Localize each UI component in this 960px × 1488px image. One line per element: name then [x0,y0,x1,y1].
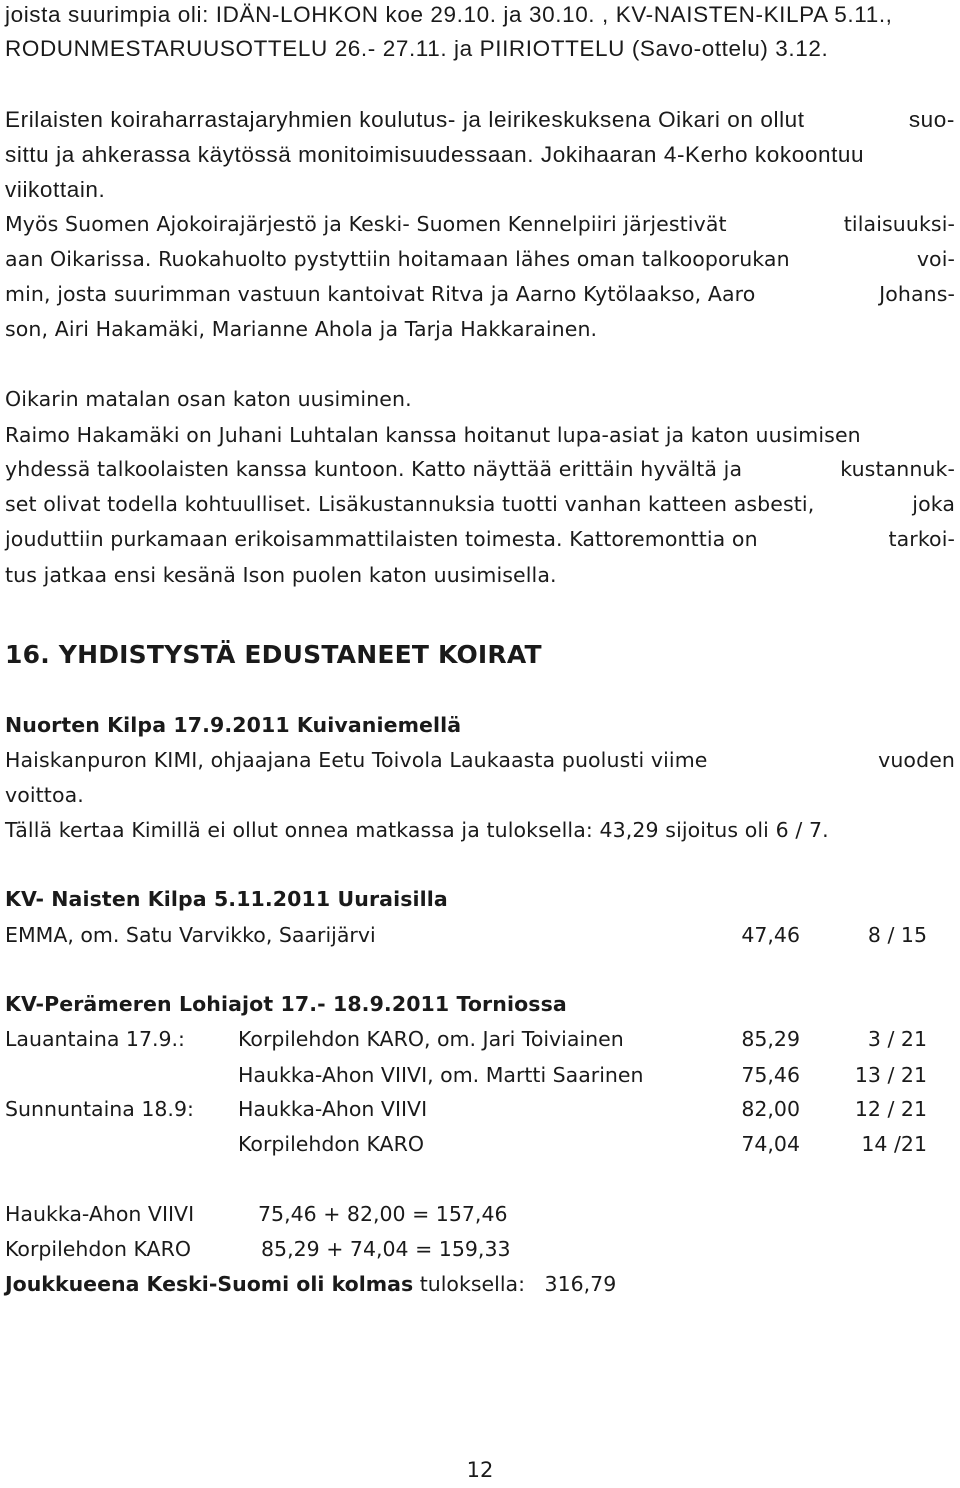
roof-line-4 [5,524,955,554]
paragraph-2-line-1-text: Erilaisten koiraharrastajaryhmien koulutus- ja leirikeskuksena Oikari on ollut [5,107,805,132]
roof-line-3-end: joka [912,492,955,516]
paragraph-3-line-3-text: min, josta suurimman vastuun kantoivat Ritva ja Aarno Kytölaakso, Aaro [5,282,756,306]
nuorten-line-1-end: vuoden [878,748,955,772]
paragraph-3-line-1-text: Myös Suomen Ajokoirajärjestö ja Keski- Suomen Kennelpiiri järjestivät [5,212,727,236]
total-karo-name: Korpilehdon KARO [5,1237,191,1261]
naisten-title: KV- Naisten Kilpa 5.11.2011 Uuraisilla [5,887,448,911]
paragraph-1-line-2: RODUNMESTARUUSOTTELU 26.- 27.11. ja PIIRIOTTELU (Savo-ottelu) 3.12. [5,36,829,61]
paragraph-3-line-4: son, Airi Hakamäki, Marianne Ahola ja Tarja Hakkarainen. [5,317,598,341]
section-heading: 16. YHDISTYSTÄ EDUSTANEET KOIRAT [5,640,542,669]
paragraph-2-line-1-end: suo- [908,107,955,132]
paragraph-3-line-2 [5,244,955,274]
roof-line-4-text: jouduttiin purkamaan erikoisammattilaisten toimesta. Kattoremonttia on [5,527,758,551]
roof-title: Oikarin matalan osan katon uusiminen. [5,387,412,411]
result-place: 13 / 21 [854,1063,927,1087]
peramere-title: KV-Perämeren Lohiajot 17.- 18.9.2011 Torniossa [5,992,567,1016]
naisten-place: 8 / 15 [867,923,927,947]
result-dog: Haukka-Ahon VIIVI [238,1097,428,1121]
team-result [5,1269,616,1299]
team-result-value: tuloksella: 316,79 [413,1272,617,1296]
paragraph-3-line-3 [5,279,955,309]
roof-line-2-end: kustannuk- [840,457,955,481]
paragraph-1-line-1: joista suurimpia oli: IDÄN-LOHKON koe 29.10. ja 30.10. , KV-NAISTEN-KILPA 5.11., [5,2,893,27]
result-place: 14 /21 [861,1132,927,1156]
paragraph-2-line-3: viikottain. [5,177,106,202]
nuorten-line-3: Tällä kertaa Kimillä ei ollut onnea matkassa ja tuloksella: 43,29 sijoitus oli 6 / 7. [5,818,829,842]
result-dog: Haukka-Ahon VIIVI, om. Martti Saarinen [238,1063,644,1087]
result-dog: Korpilehdon KARO, om. Jari Toiviainen [238,1027,624,1051]
paragraph-3-line-1 [5,209,955,239]
paragraph-3-line-2-end: voi- [916,247,955,271]
nuorten-line-2: voittoa. [5,783,84,807]
roof-line-3 [5,489,955,519]
result-place: 3 / 21 [867,1027,927,1051]
total-karo-calc: 85,29 + 74,04 = 159,33 [261,1237,511,1261]
paragraph-2-line-1 [5,105,955,135]
paragraph-3-line-1-end: tilaisuuksi- [843,212,955,236]
result-place: 12 / 21 [854,1097,927,1121]
roof-line-3-text: set olivat todella kohtuulliset. Lisäkustannuksia tuotti vanhan katteen asbesti, [5,492,815,516]
paragraph-3-line-2-text: aan Oikarissa. Ruokahuolto pystyttiin hoitamaan lähes oman talkooporukan [5,247,790,271]
result-day: Lauantaina 17.9.: [5,1027,185,1051]
result-day: Sunnuntaina 18.9: [5,1097,194,1121]
result-score: 74,04 [741,1132,800,1156]
roof-line-5: tus jatkaa ensi kesänä Ison puolen katon uusimisella. [5,563,557,587]
nuorten-title: Nuorten Kilpa 17.9.2011 Kuivaniemellä [5,713,462,737]
result-dog: Korpilehdon KARO [238,1132,424,1156]
result-score: 82,00 [741,1097,800,1121]
nuorten-line-1-text: Haiskanpuron KIMI, ohjaajana Eetu Toivola Laukaasta puolusti viime [5,748,708,772]
result-score: 75,46 [741,1063,800,1087]
result-score: 85,29 [741,1027,800,1051]
total-viivi-calc: 75,46 + 82,00 = 157,46 [258,1202,508,1226]
roof-line-2 [5,454,955,484]
naisten-score: 47,46 [741,923,800,947]
roof-line-2-text: yhdessä talkoolaisten kanssa kuntoon. Katto näyttää erittäin hyvältä ja [5,457,743,481]
naisten-entry: EMMA, om. Satu Varvikko, Saarijärvi [5,923,376,947]
roof-line-1: Raimo Hakamäki on Juhani Luhtalan kanssa hoitanut lupa-asiat ja katon uusimisen [5,423,861,447]
total-viivi-name: Haukka-Ahon VIIVI [5,1202,195,1226]
team-result-label: Joukkueena Keski-Suomi oli kolmas [5,1272,414,1296]
paragraph-3-line-3-end: Johans- [879,282,955,306]
roof-line-4-end: tarkoi- [888,527,955,551]
page-number: 12 [466,1458,494,1482]
paragraph-2-line-2: sittu ja ahkerassa käytössä monitoimisuudessaan. Jokihaaran 4-Kerho kokoontuu [5,142,865,167]
nuorten-line-1 [5,745,955,775]
